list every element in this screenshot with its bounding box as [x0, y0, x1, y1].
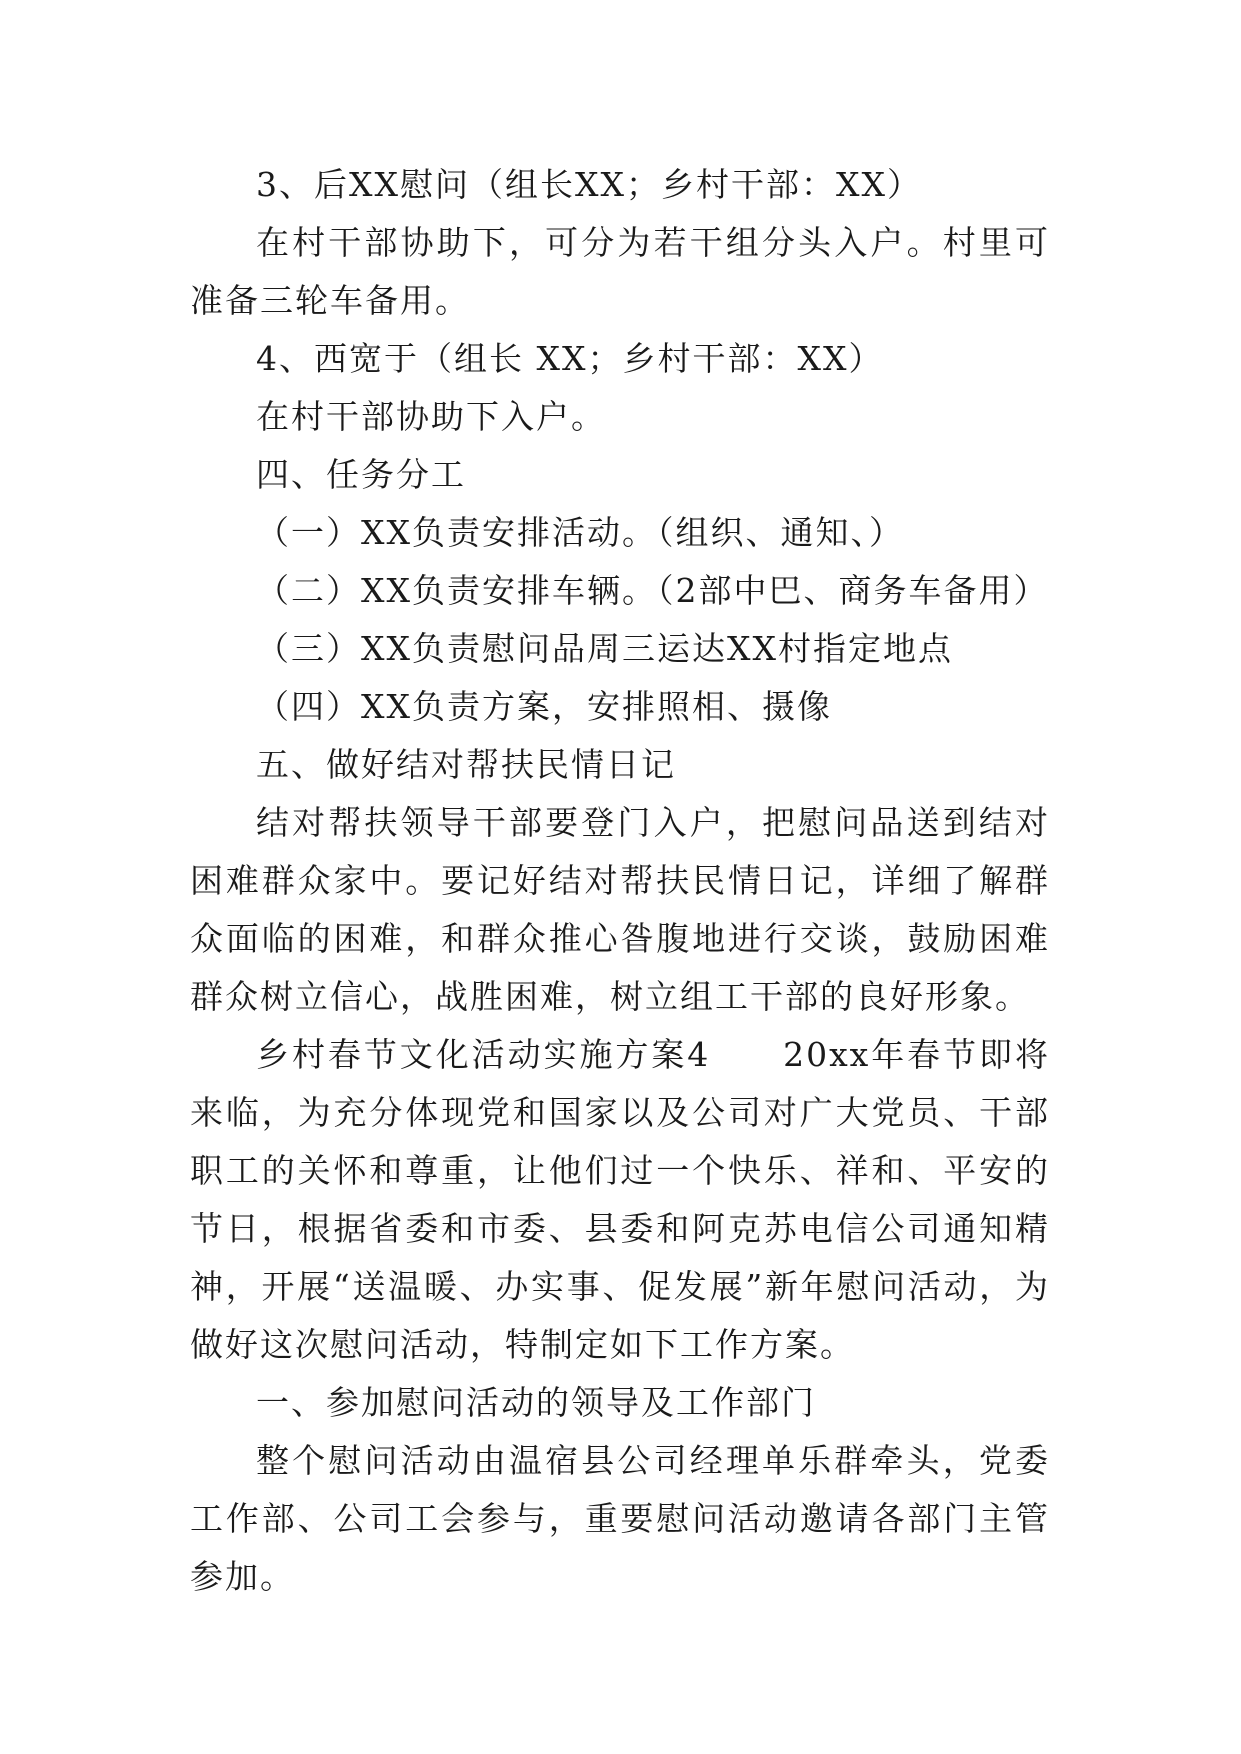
- paragraph-diary: 结对帮扶领导干部要登门入户，把慰问品送到结对困难群众家中。要记好结对帮扶民情日记，详细了解群众面临的困难，和群众推心昝腹地进行交谈，鼓励困难群众树立信心，战胜困难，树立组工干部的良好形象。: [190, 803, 1050, 1016]
- task-item-4: （四）XX负责方案，安排照相、摄像: [256, 687, 832, 726]
- section-heading-5: 五、做好结对帮扶民情日记: [256, 745, 676, 784]
- paragraph-item-4: 4、西宽于（组长 XX；乡村干部：XX）: [256, 339, 884, 378]
- document-body: [190, 156, 1050, 1606]
- section-heading-4: 四、任务分工: [256, 455, 466, 494]
- task-item-2: （二）XX负责安排车辆。（2部中巴、商务车备用）: [256, 571, 1049, 610]
- task-item-1: （一）XX负责安排活动。（组织、通知、）: [256, 513, 904, 552]
- paragraph-item-3-detail: 在村干部协助下，可分为若干组分头入户。村里可准备三轮车备用。: [190, 223, 1050, 320]
- section-heading-1: 一、参加慰问活动的领导及工作部门: [256, 1383, 816, 1422]
- paragraph-item-3: 3、后XX慰问（组长XX；乡村干部：XX）: [256, 165, 922, 204]
- paragraph-plan-4-intro: 乡村春节文化活动实施方案4 20xx年春节即将来临，为充分体现党和国家以及公司对广大党员、干部职工的关怀和尊重，让他们过一个快乐、祥和、平安的节日，根据省委和市委、县委和阿克苏电信公司通知精神，开展“送温暖、办实事、促发展”新年慰问活动，为做好这次慰问活动，特制定如下工作方案。: [190, 1035, 1050, 1364]
- paragraph-leadership: 整个慰问活动由温宿县公司经理单乐群牵头，党委工作部、公司工会参与，重要慰问活动邀请各部门主管参加。: [190, 1441, 1050, 1596]
- task-item-3: （三）XX负责慰问品周三运达XX村指定地点: [256, 629, 953, 668]
- paragraph-item-4-detail: 在村干部协助下入户。: [256, 397, 606, 436]
